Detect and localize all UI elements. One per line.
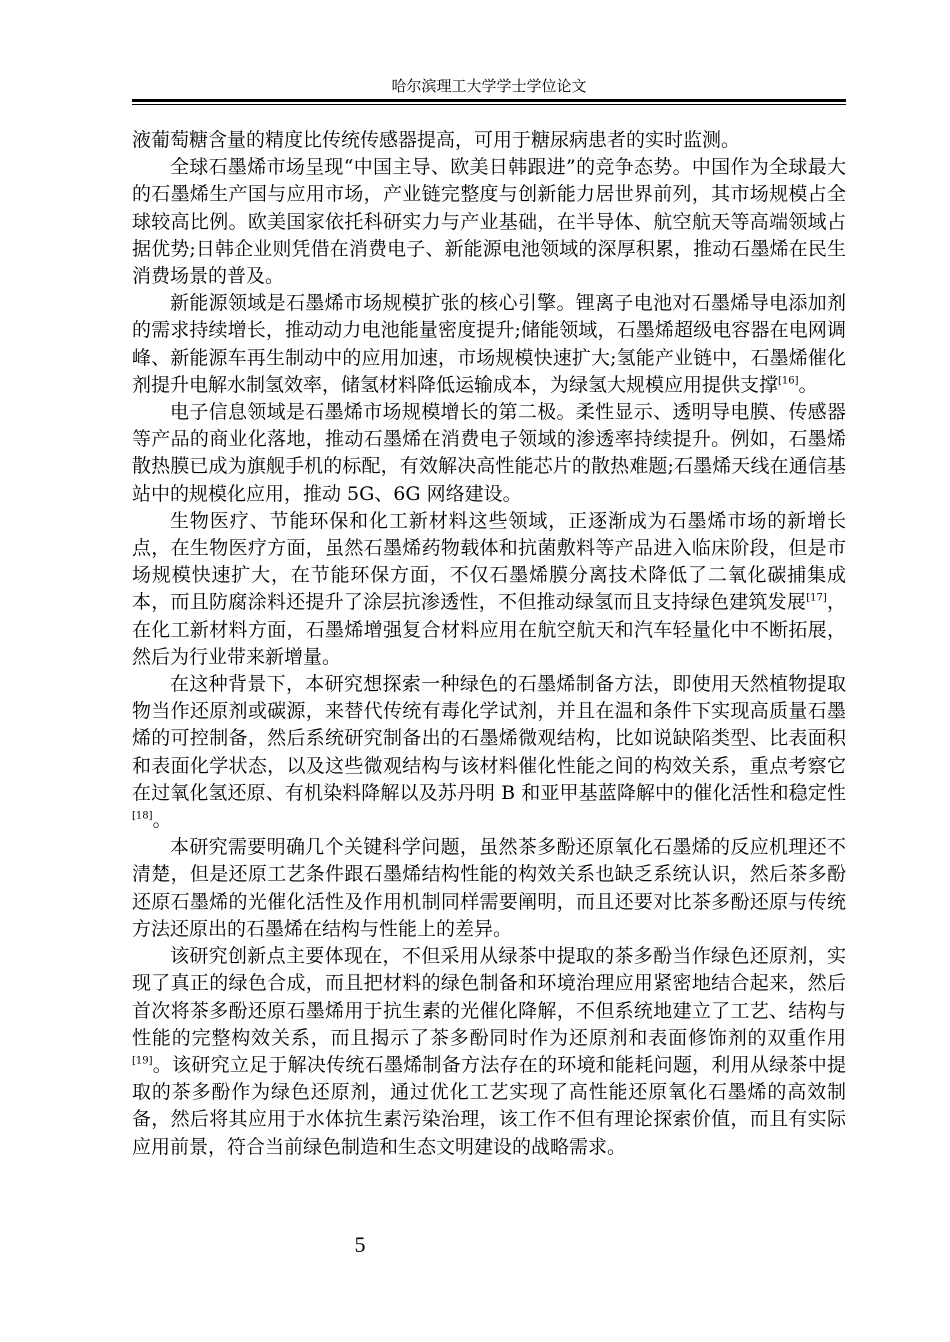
paragraph-research-aim	[132, 671, 846, 834]
header-rule-thick	[132, 99, 846, 102]
paragraph-market-landscape	[132, 154, 846, 290]
paragraph-text: 生物医疗、节能环保和化工新材料这些领域，正逐渐成为石墨烯市场的新增长点，在生物医疗方面，虽然石墨烯药物载体和抗菌敷料等产品进入临床阶段，但是市场规模快速扩大，在节能环保方面，不仅石墨烯膜分离技术降低了二氧化碳捕集成本，而且防腐涂料还提升了涂层抗渗透性，不但推动绿氢而且支持绿色建筑发展	[132, 509, 846, 614]
paragraph-text: 新能源领域是石墨烯市场规模扩张的核心引擎。锂离子电池对石墨烯导电添加剂的需求持续增长，推动动力电池能量密度提升;储能领域，石墨烯超级电容器在电网调峰、新能源车再生制动中的应用加速，市场规模快速扩大;氢能产业链中，石墨烯催化剂提升电解水制氢效率，储氢材料降低运输成本，为绿氢大规模应用提供支撑	[132, 292, 846, 396]
page-number: 5	[354, 1232, 366, 1257]
citation-17: [17]	[806, 593, 827, 605]
paragraph-tail: 。该研究立足于解决传统石墨烯制备方法存在的环境和能耗问题，利用从绿茶中提取的茶多酚作为绿色还原剂，通过优化工艺实现了高性能还原氧化石墨烯的高效制备，然后将其应用于水体抗生素污染治理，该工作不但有理论探索价值，而且有实际应用前景，符合当前绿色制造和生态文明建设的战略需求。	[132, 1053, 846, 1158]
paragraph-electronics	[132, 399, 846, 508]
body-text	[132, 127, 846, 1161]
paragraph-key-questions	[132, 834, 846, 943]
paragraph-innovation	[132, 943, 846, 1161]
running-header: 哈尔滨理工大学学士学位论文	[391, 77, 587, 95]
citation-19: [19]	[132, 1055, 153, 1067]
paragraph-new-energy	[132, 290, 846, 399]
paragraph-text: 该研究创新点主要体现在，不但采用从绿茶中提取的茶多酚当作绿色还原剂，实现了真正的绿色合成，而且把材料的绿色制备和环境治理应用紧密地结合起来，然后首次将茶多酚还原石墨烯用于抗生素的光催化降解，不但系统地建立了工艺、结构与性能的完整构效关系，而且揭示了茶多酚同时作为还原剂和表面修饰剂的双重作用	[132, 945, 846, 1049]
paragraph-tail: ，在化工新材料方面，石墨烯增强复合材料应用在航空航天和汽车轻量化中不断拓展，然后为行业带来新增量。	[132, 591, 846, 668]
paragraph-continuation	[132, 127, 846, 154]
citation-16: [16]	[778, 375, 799, 387]
paragraph-text: 在这种背景下，本研究想探索一种绿色的石墨烯制备方法，即使用天然植物提取物当作还原剂或碳源，来替代传统有毒化学试剂，并且在温和条件下实现高质量石墨烯的可控制备，然后系统研究制备出的石墨烯微观结构，比如说缺陷类型、比表面积和表面化学状态，以及这些微观结构与该材料催化性能之间的构效关系，重点考察它在过氧化氢还原、有机染料降解以及苏丹明 B 和亚甲基蓝降解中的催化活性和稳定性	[132, 673, 846, 804]
paragraph-text: 液葡萄糖含量的精度比传统传感器提高，可用于糖尿病患者的实时监测。	[132, 129, 741, 151]
header-rule-thin	[132, 104, 846, 105]
paragraph-biomedical	[132, 508, 846, 671]
citation-18: [18]	[132, 810, 153, 822]
paragraph-tail: 。	[152, 809, 172, 832]
paragraph-text: 全球石墨烯市场呈现“中国主导、欧美日韩跟进”的竞争态势。中国作为全球最大的石墨烯生产国与应用市场，产业链完整度与创新能力居世界前列，其市场规模占全球较高比例。欧美国家依托科研实力与产业基础，在半导体、航空航天等高端领域占据优势;日韩企业则凭借在消费电子、新能源电池领域的深厚积累，推动石墨烯在民生消费场景的普及。	[132, 156, 846, 288]
paragraph-text: 电子信息领域是石墨烯市场规模增长的第二极。柔性显示、透明导电膜、传感器等产品的商业化落地，推动石墨烯在消费电子领域的渗透率持续提升。例如，石墨烯散热膜已成为旗舰手机的标配，有效解决高性能芯片的散热难题;石墨烯天线在通信基站中的规模化应用，推动 5G、6G 网络建设。	[132, 401, 846, 505]
paragraph-text: 本研究需要明确几个关键科学问题，虽然茶多酚还原氧化石墨烯的反应机理还不清楚，但是还原工艺条件跟石墨烯结构性能的构效关系也缺乏系统认识，然后茶多酚还原石墨烯的光催化活性及作用机制同样需要阐明，而且还要对比茶多酚还原与传统方法还原出的石墨烯在结构与性能上的差异。	[132, 836, 846, 940]
paragraph-tail: 。	[798, 373, 818, 396]
